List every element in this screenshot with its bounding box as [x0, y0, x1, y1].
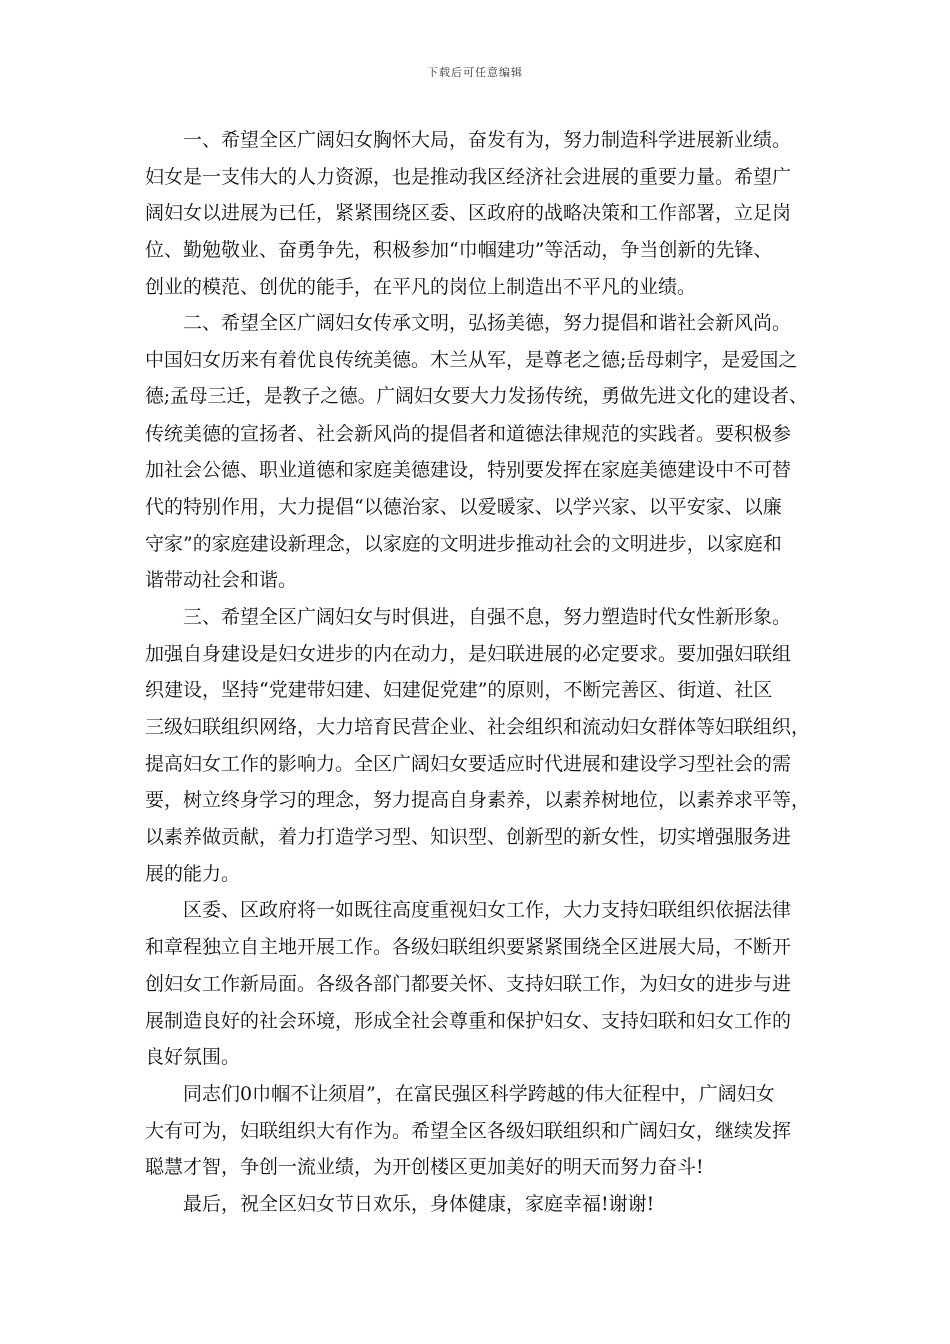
text-line: 中国妇女历来有着优良传统美德。木兰从军，是尊老之德;岳母刺字，是爱国之 — [145, 349, 798, 372]
text-line: 守家”的家庭建设新理念，以家庭的文明进步推动社会的文明进步，以家庭和 — [145, 532, 782, 555]
text-line: 谐带动社会和谐。 — [145, 569, 298, 592]
text-line: 大有可为，妇联组织大有作为。希望全区各级妇联组织和广阔妇女，继续发挥 — [145, 1119, 792, 1142]
text-line: 展制造良好的社会环境，形成全社会尊重和保护妇女、支持妇联和妇女工作的 — [145, 1009, 792, 1032]
text-line: 良好氛围。 — [145, 1046, 241, 1069]
text-line: 以素养做贡献，着力打造学习型、知识型、创新型的新女性，切实增强服务进 — [145, 826, 792, 849]
text-line: 传统美德的宣扬者、社会新风尚的提倡者和道德法律规范的实践者。要积极参 — [145, 422, 792, 445]
text-line: 提高妇女工作的影响力。全区广阔妇女要适应时代进展和建设学习型社会的需 — [145, 752, 792, 775]
paragraph-start-line: 同志们0巾帼不让须眉”，在富民强区科学跨越的伟大征程中，广阔妇女 — [183, 1082, 775, 1105]
text-line: 妇女是一支伟大的人力资源，也是推动我区经济社会进展的重要力量。希望广 — [145, 165, 792, 188]
text-line: 三级妇联组织网络，大力培育民营企业、社会组织和流动妇女群体等妇联组织， — [145, 716, 811, 738]
text-line: 创业的模范、创优的能手，在平凡的岗位上制造出不平凡的业绩。 — [145, 275, 697, 298]
text-line: 和章程独立自主地开展工作。各级妇联组织要紧紧围绕全区进展大局，不断开 — [145, 936, 792, 959]
document-body — [145, 122, 815, 1223]
text-line: 织建设，坚持“党建带妇建、妇建促党建”的原则，不断完善区、街道、社区 — [145, 679, 773, 702]
text-line: 位、勤勉敬业、奋勇争先，积极参加“巾帼建功”等活动，争当创新的先锋、 — [145, 239, 773, 262]
paragraph-start-line: 一、希望全区广阔妇女胸怀大局，奋发有为，努力制造科学进展新业绩。 — [183, 129, 792, 151]
paragraph-start-line: 最后，祝全区妇女节日欢乐，身体健康，家庭幸福!谢谢! — [183, 1192, 655, 1215]
text-line: 加社会公德、职业道德和家庭美德建设，特别要发挥在家庭美德建设中不可替 — [145, 459, 792, 482]
text-line: 阔妇女以进展为已任，紧紧围绕区委、区政府的战略决策和工作部署，立足岗 — [145, 202, 792, 225]
text-line: 德;孟母三迁，是教子之德。广阔妇女要大力发扬传统，勇做先进文化的建设者、 — [145, 385, 808, 407]
paragraph-start-line: 二、希望全区广阔妇女传承文明，弘扬美德，努力提倡和谐社会新风尚。 — [183, 312, 792, 335]
text-line: 加强自身建设是妇女进步的内在动力，是妇联进展的必定要求。要加强妇联组 — [145, 642, 792, 665]
header-note: 下载后可任意编辑 — [427, 66, 523, 79]
text-line: 创妇女工作新局面。各级各部门都要关怀、支持妇联工作，为妇女的进步与进 — [145, 972, 792, 995]
text-line: 展的能力。 — [145, 862, 241, 885]
paragraph-start-line: 三、希望全区广阔妇女与时俱进，自强不息，努力塑造时代女性新形象。 — [183, 605, 792, 628]
text-line: 要，树立终身学习的理念，努力提高自身素养，以素养树地位，以素养求平等， — [145, 789, 811, 812]
text-line: 聪慧才智，争创一流业绩，为开创楼区更加美好的明天而努力奋斗! — [145, 1156, 704, 1179]
paragraph-start-line: 区委、区政府将一如既往高度重视妇女工作，大力支持妇联组织依据法律 — [183, 899, 792, 922]
text-line: 代的特别作用，大力提倡“以德治家、以爱暖家、以学兴家、以平安家、以廉 — [145, 495, 782, 518]
